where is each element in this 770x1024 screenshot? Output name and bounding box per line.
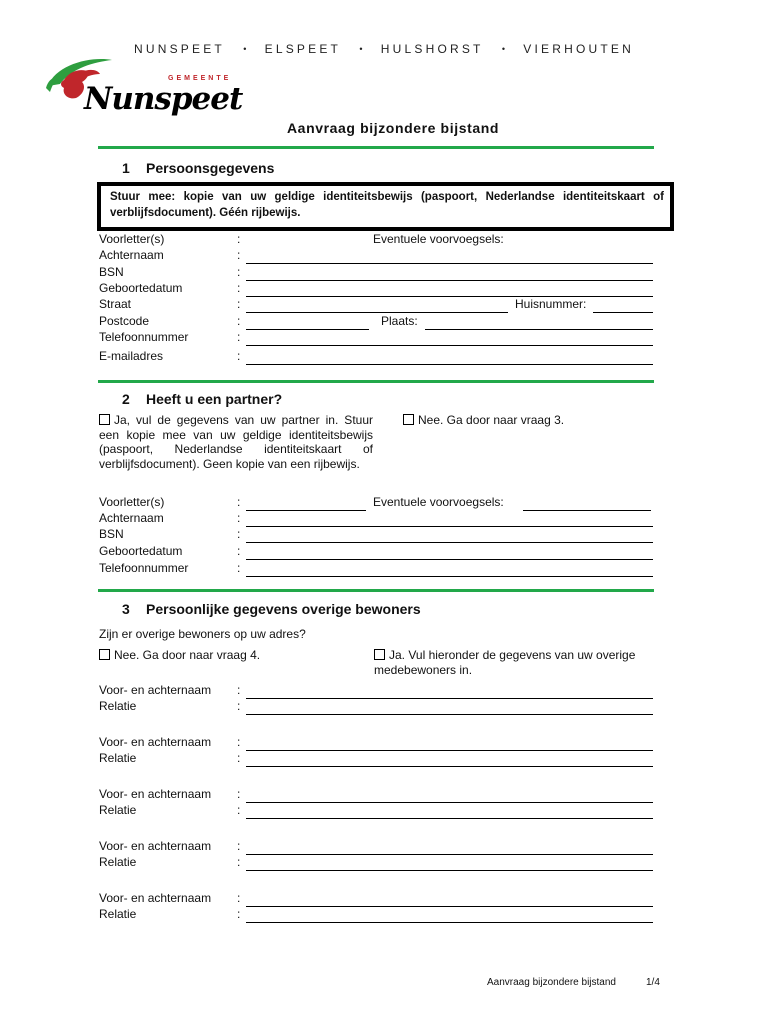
resident-relation-input-line[interactable] (246, 766, 653, 767)
partner-yes-checkbox[interactable] (99, 414, 110, 425)
field-row-geboortedatum: Geboortedatum : (99, 281, 654, 297)
partner-no-checkbox[interactable] (403, 414, 414, 425)
village-vierhouten: VIERHOUTEN (523, 42, 634, 56)
resident-relation-input-line[interactable] (246, 818, 653, 819)
email-input-line[interactable] (246, 364, 653, 365)
resident-name-row: Voor- en achternaam : (99, 683, 654, 699)
partner-telefoon-input-line[interactable] (246, 576, 653, 577)
page-number: 1/4 (646, 977, 660, 988)
resident-relation-input-line[interactable] (246, 714, 653, 715)
id-notice-box: Stuur mee: kopie van uw geldige identiteitsbewijs (paspoort, Nederlandse identiteitskaart of verblijfsdocument). Géén rijbewijs. (97, 182, 674, 231)
partner-row-geboortedatum: Geboortedatum : (99, 544, 654, 560)
section-divider (98, 146, 654, 149)
field-label: Eventuele voorvoegsels: (373, 232, 504, 246)
logo-wordmark: Nunspeet (84, 81, 243, 117)
section-3-heading: 3 Persoonlijke gegevens overige bewoners (122, 601, 421, 617)
section-divider (98, 589, 654, 592)
field-row-bsn: BSN : (99, 265, 654, 281)
separator-dot: • (359, 44, 363, 54)
partner-row-achternaam: Achternaam : (99, 511, 654, 527)
resident-relation-row: Relatie : (99, 855, 654, 871)
section-1-heading (122, 160, 274, 176)
partner-row-bsn: BSN : (99, 527, 654, 543)
partner-yes-option: Ja, vul de gegevens van uw partner in. Stuur een kopie mee van uw geldige identiteitsbewijs (paspoort, Nederlandse identiteitskaart of verblijfsdocument). Geen kopie van een rijbewijs. (99, 413, 373, 471)
section-divider (98, 380, 654, 383)
field-row-email: E-mailadres : (99, 349, 654, 365)
resident-relation-row: Relatie : (99, 803, 654, 819)
telefoon-input-line[interactable] (246, 345, 653, 346)
resident-name-row: Voor- en achternaam : (99, 787, 654, 803)
partner-bsn-input-line[interactable] (246, 542, 653, 543)
resident-relation-input-line[interactable] (246, 870, 653, 871)
partner-row-telefoon: Telefoonnummer : (99, 561, 654, 577)
field-row-postcode: Postcode : Plaats: (99, 314, 654, 330)
partner-row-voorletters: Voorletter(s) : Eventuele voorvoegsels: (99, 495, 654, 511)
partner-geboortedatum-input-line[interactable] (246, 559, 653, 560)
residents-no-option: Nee. Ga door naar vraag 4. (99, 648, 349, 663)
village-hulshorst: HULSHORST (380, 42, 484, 56)
field-label: Voorletter(s) (99, 232, 165, 246)
separator-dot: • (243, 44, 247, 54)
section-2-heading: 2 Heeft u een partner? (122, 391, 283, 407)
field-row-achternaam: Achternaam : (99, 248, 654, 264)
residents-no-checkbox[interactable] (99, 649, 110, 660)
separator-dot: • (501, 44, 505, 54)
achternaam-input-line[interactable] (246, 263, 653, 264)
field-row-voorletters: Voorletter(s) : Eventuele voorvoegsels: (99, 232, 504, 246)
resident-relation-row: Relatie : (99, 699, 654, 715)
resident-relation-row: Relatie : (99, 907, 654, 923)
huisnummer-input-line[interactable] (593, 312, 653, 313)
resident-name-row: Voor- en achternaam : (99, 891, 654, 907)
resident-name-row: Voor- en achternaam : (99, 735, 654, 751)
residents-question: Zijn er overige bewoners op uw adres? (99, 627, 306, 641)
field-row-straat: Straat : Huisnummer: (99, 297, 654, 313)
logo-gemeente-text: GEMEENTE (168, 75, 232, 82)
section-title: Persoonsgegevens (146, 160, 275, 176)
footer-title: Aanvraag bijzondere bijstand (487, 977, 616, 988)
resident-relation-input-line[interactable] (246, 922, 653, 923)
residents-yes-checkbox[interactable] (374, 649, 385, 660)
village-elspeet: ELSPEET (264, 42, 342, 56)
document-title: Aanvraag bijzondere bijstand (286, 120, 500, 136)
field-row-telefoon: Telefoonnummer : (99, 330, 654, 346)
resident-name-row: Voor- en achternaam : (99, 839, 654, 855)
village-nunspeet: NUNSPEET (134, 42, 225, 56)
partner-no-option: Nee. Ga door naar vraag 3. (403, 413, 653, 428)
resident-relation-row: Relatie : (99, 751, 654, 767)
section-number: 1 (122, 160, 130, 176)
residents-yes-option: Ja. Vul hieronder de gegevens van uw overige medebewoners in. (374, 648, 636, 677)
straat-input-line[interactable] (246, 312, 508, 313)
